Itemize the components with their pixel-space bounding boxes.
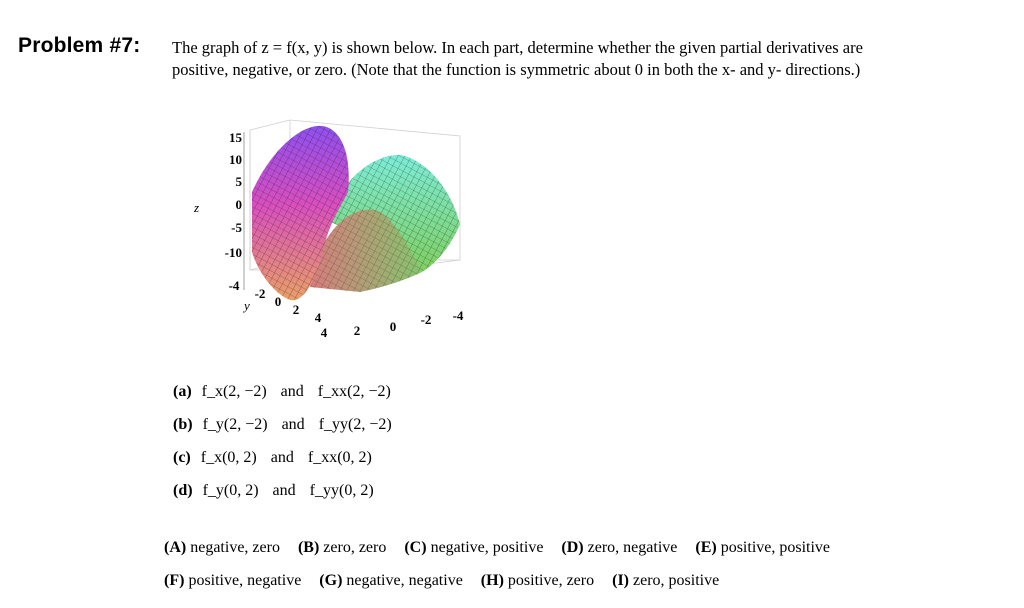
part-d: [173, 480, 392, 513]
choices-row-2: [164, 570, 844, 603]
first-derivative: f_x(2, −2): [201, 383, 267, 400]
statement-line-2: positive, negative, or zero. (Note that the function is symmetric about 0 in both the x- and y- directions.): [172, 60, 861, 79]
y-tick-label: 2: [292, 302, 300, 317]
choice-b: (B) zero, zero: [297, 539, 387, 556]
part-c: [173, 447, 392, 480]
x-tick-label: 2: [353, 323, 361, 338]
second-derivative: f_yy(2, −2): [318, 416, 392, 433]
surface-plot: [190, 112, 500, 352]
y-tick-label: -4: [228, 278, 240, 293]
second-derivative: f_xx(0, 2): [307, 449, 372, 466]
part-a: [173, 381, 392, 414]
statement-line-1: The graph of z = f(x, y) is shown below. In each part, determine whether the given partial derivatives are: [172, 38, 863, 57]
choice-g: (G) negative, negative: [319, 572, 463, 589]
z-tick-label: -10: [224, 245, 242, 260]
z-tick-label: 0: [235, 197, 242, 212]
and-word: and: [281, 416, 305, 433]
part-tag: (b): [173, 416, 193, 433]
choices-row-1: [164, 537, 844, 570]
part-b: [173, 414, 392, 447]
choice-f: (F) positive, negative: [164, 572, 302, 589]
first-derivative: f_x(0, 2): [200, 449, 257, 466]
and-word: and: [270, 449, 294, 466]
y-axis-label: y: [244, 298, 250, 313]
z-tick-label: 5: [235, 174, 242, 189]
and-word: and: [280, 383, 304, 400]
answer-choices: [164, 537, 844, 603]
z-tick-label: -5: [231, 220, 242, 235]
z-tick-label: 15: [229, 130, 242, 145]
second-derivative: f_yy(0, 2): [309, 482, 374, 499]
choice-e: (E) positive, positive: [695, 539, 831, 556]
x-tick-label: 0: [389, 319, 397, 334]
and-word: and: [272, 482, 296, 499]
second-derivative: f_xx(2, −2): [317, 383, 391, 400]
x-tick-label: -4: [452, 308, 464, 323]
first-derivative: f_y(0, 2): [202, 482, 259, 499]
x-tick-label: -2: [420, 312, 432, 327]
z-tick-label: 10: [229, 152, 242, 167]
choice-c: (C) negative, positive: [404, 539, 544, 556]
problem-number-label: Problem #7:: [18, 34, 141, 57]
choice-d: (D) zero, negative: [561, 539, 678, 556]
part-tag: (a): [173, 383, 192, 400]
first-derivative: f_y(2, −2): [202, 416, 268, 433]
part-tag: (c): [173, 449, 191, 466]
question-parts: [173, 381, 392, 513]
choice-a: (A) negative, zero: [164, 539, 280, 556]
y-tick-label: -2: [254, 286, 266, 301]
choice-i: (I) zero, positive: [612, 572, 720, 589]
part-tag: (d): [173, 482, 193, 499]
y-tick-label: 4: [314, 310, 322, 325]
z-axis-label: z: [194, 200, 200, 215]
choice-h: (H) positive, zero: [480, 572, 595, 589]
y-tick-label: 0: [274, 294, 282, 309]
x-tick-label: 4: [320, 325, 328, 340]
problem-statement: [172, 37, 1014, 81]
